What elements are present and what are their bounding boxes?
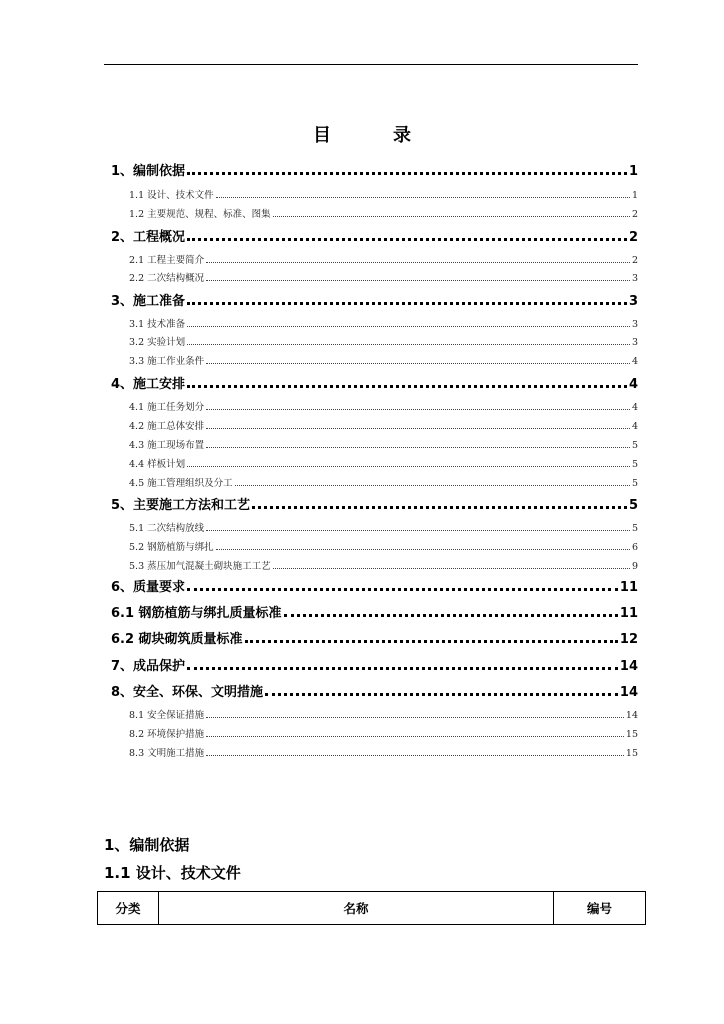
toc-entry[interactable] bbox=[129, 558, 638, 572]
toc-entry-page: 4 bbox=[631, 356, 638, 367]
toc-entry[interactable] bbox=[129, 316, 638, 330]
toc-entry[interactable] bbox=[129, 707, 638, 721]
toc-entry-page: 6 bbox=[631, 542, 638, 553]
toc-entry[interactable] bbox=[129, 418, 638, 432]
toc-entry-label: 4、施工安排 bbox=[111, 377, 186, 392]
toc-leader-dots bbox=[206, 363, 630, 364]
toc-leader-dots bbox=[206, 262, 630, 263]
toc-entry-label: 3.2 实验计划 bbox=[129, 337, 186, 348]
toc-leader-dots bbox=[273, 568, 630, 569]
toc-entry-label: 3.1 技术准备 bbox=[129, 319, 186, 330]
toc-entry[interactable] bbox=[111, 627, 638, 647]
document-table bbox=[97, 891, 646, 925]
toc-title-char-2: 录 bbox=[393, 125, 411, 146]
toc-entry-page: 5 bbox=[631, 459, 638, 470]
toc-entry[interactable] bbox=[129, 456, 638, 470]
toc-entry-label: 2、工程概况 bbox=[111, 230, 186, 245]
toc-entry-page: 4 bbox=[631, 421, 638, 432]
toc-leader-dots bbox=[187, 302, 627, 305]
toc-entry-label: 1.2 主要规范、规程、标准、图集 bbox=[129, 209, 271, 220]
toc-entry-label: 5.3 蒸压加气混凝土砌块施工工艺 bbox=[129, 561, 271, 572]
toc-leader-dots bbox=[265, 693, 618, 696]
toc-entry-label: 5.1 二次结构放线 bbox=[129, 523, 205, 534]
toc-entry-page: 9 bbox=[631, 561, 638, 572]
toc-leader-dots bbox=[206, 755, 624, 756]
table-header-row bbox=[98, 892, 646, 925]
toc-leader-dots bbox=[187, 667, 618, 670]
toc-entry-label: 7、成品保护 bbox=[111, 659, 186, 674]
toc-leader-dots bbox=[187, 172, 627, 175]
toc-entry-page: 1 bbox=[631, 190, 638, 201]
toc-leader-dots bbox=[206, 409, 630, 410]
toc-leader-dots bbox=[216, 549, 630, 550]
table-header-number: 编号 bbox=[554, 892, 646, 925]
toc-entry-page: 14 bbox=[625, 710, 638, 721]
toc-entry-page: 11 bbox=[619, 606, 638, 621]
toc-entry[interactable] bbox=[129, 334, 638, 348]
toc-entry[interactable] bbox=[129, 353, 638, 367]
toc-entry-label: 6、质量要求 bbox=[111, 580, 186, 595]
toc-entry[interactable] bbox=[129, 475, 638, 489]
toc-leader-dots bbox=[187, 326, 630, 327]
toc-entry-page: 12 bbox=[619, 632, 638, 647]
toc-entry[interactable] bbox=[129, 437, 638, 451]
toc-entry-page: 15 bbox=[625, 729, 638, 740]
toc-leader-dots bbox=[187, 344, 630, 345]
toc-entry-label: 2.2 二次结构概况 bbox=[129, 273, 205, 284]
toc-leader-dots bbox=[206, 447, 630, 448]
toc-entry-page: 4 bbox=[631, 402, 638, 413]
toc-leader-dots bbox=[187, 588, 618, 591]
toc-entry-page: 2 bbox=[631, 209, 638, 220]
toc-entry[interactable] bbox=[129, 206, 638, 220]
toc-entry-label: 6.1 钢筋植筋与绑扎质量标准 bbox=[111, 606, 282, 621]
toc-entry-page: 2 bbox=[631, 255, 638, 266]
toc-entry-page: 14 bbox=[619, 659, 638, 674]
toc-entry-label: 3、施工准备 bbox=[111, 294, 186, 309]
toc-leader-dots bbox=[187, 385, 627, 388]
toc-entry-label: 2.1 工程主要简介 bbox=[129, 255, 205, 266]
toc-entry[interactable] bbox=[129, 270, 638, 284]
toc-entry-label: 4.2 施工总体安排 bbox=[129, 421, 205, 432]
toc-entry-label: 8.3 文明施工措施 bbox=[129, 748, 205, 759]
toc-entry-label: 8、安全、环保、文明措施 bbox=[111, 685, 264, 700]
toc-entry-label: 1、编制依据 bbox=[111, 164, 186, 179]
toc-entry[interactable] bbox=[129, 539, 638, 553]
toc-entry[interactable] bbox=[111, 159, 638, 179]
toc-leader-dots bbox=[284, 614, 618, 617]
toc-entry-page: 5 bbox=[631, 523, 638, 534]
toc-leader-dots bbox=[216, 197, 630, 198]
toc-entry-page: 3 bbox=[631, 273, 638, 284]
section-heading: 1、编制依据 bbox=[104, 836, 190, 854]
toc-entry-page: 3 bbox=[631, 319, 638, 330]
toc-entry[interactable] bbox=[129, 187, 638, 201]
toc-entry[interactable] bbox=[111, 493, 638, 513]
subsection-heading: 1.1 设计、技术文件 bbox=[104, 864, 241, 882]
toc-entry-page: 5 bbox=[631, 478, 638, 489]
toc-entry-page: 5 bbox=[628, 498, 638, 513]
table-header-category: 分类 bbox=[98, 892, 159, 925]
toc-entry[interactable] bbox=[111, 601, 638, 621]
toc-entry-label: 4.3 施工现场布置 bbox=[129, 440, 205, 451]
toc-entry[interactable] bbox=[129, 726, 638, 740]
toc-entry[interactable] bbox=[129, 252, 638, 266]
toc-entry[interactable] bbox=[111, 372, 638, 392]
table-header-name: 名称 bbox=[159, 892, 554, 925]
toc-leader-dots bbox=[206, 428, 630, 429]
toc-leader-dots bbox=[187, 466, 630, 467]
toc-leader-dots bbox=[273, 216, 630, 217]
toc-leader-dots bbox=[206, 717, 624, 718]
toc-entry-label: 4.1 施工任务划分 bbox=[129, 402, 205, 413]
toc-entry-label: 6.2 砌块砌筑质量标准 bbox=[111, 632, 243, 647]
toc-entry[interactable] bbox=[129, 399, 638, 413]
toc-entry-label: 8.2 环境保护措施 bbox=[129, 729, 205, 740]
toc-leader-dots bbox=[252, 506, 627, 509]
toc-title-char-1: 目 bbox=[313, 125, 331, 146]
toc-entry-label: 1.1 设计、技术文件 bbox=[129, 190, 214, 201]
toc-entry[interactable] bbox=[111, 680, 638, 700]
toc-title bbox=[0, 121, 724, 147]
toc-entry[interactable] bbox=[111, 225, 638, 245]
toc-entry-page: 4 bbox=[628, 377, 638, 392]
toc-leader-dots bbox=[187, 238, 627, 241]
toc-entry-page: 11 bbox=[619, 580, 638, 595]
header-rule bbox=[104, 64, 638, 65]
toc-leader-dots bbox=[245, 640, 618, 643]
toc-entry[interactable] bbox=[129, 745, 638, 759]
toc-entry-page: 3 bbox=[631, 337, 638, 348]
toc-entry-page: 5 bbox=[631, 440, 638, 451]
toc-leader-dots bbox=[235, 485, 630, 486]
toc-entry[interactable] bbox=[111, 289, 638, 309]
toc-entry-label: 8.1 安全保证措施 bbox=[129, 710, 205, 721]
toc-entry-label: 4.5 施工管理组织及分工 bbox=[129, 478, 233, 489]
toc-entry[interactable] bbox=[111, 654, 638, 674]
toc-entry-label: 5、主要施工方法和工艺 bbox=[111, 498, 251, 513]
toc-entry-label: 4.4 样板计划 bbox=[129, 459, 186, 470]
toc-leader-dots bbox=[206, 736, 624, 737]
toc-entry[interactable] bbox=[111, 575, 638, 595]
toc-entry-page: 2 bbox=[628, 230, 638, 245]
toc-leader-dots bbox=[206, 530, 630, 531]
toc-leader-dots bbox=[206, 280, 630, 281]
toc-entry-page: 14 bbox=[619, 685, 638, 700]
toc-entry-label: 3.3 施工作业条件 bbox=[129, 356, 205, 367]
toc-entry[interactable] bbox=[129, 520, 638, 534]
toc-entry-page: 1 bbox=[628, 164, 638, 179]
toc-entry-page: 15 bbox=[625, 748, 638, 759]
toc-entry-label: 5.2 钢筋植筋与绑扎 bbox=[129, 542, 214, 553]
toc-entry-page: 3 bbox=[628, 294, 638, 309]
